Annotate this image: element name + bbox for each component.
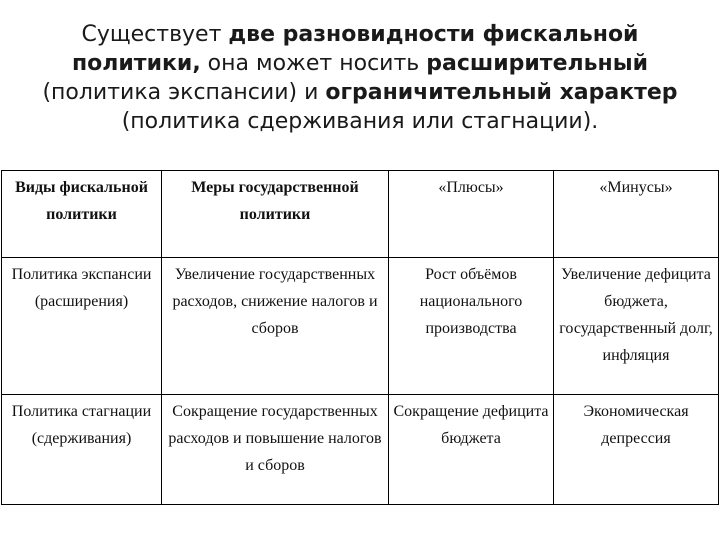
header-policy-type: Виды фискальной политики [2, 171, 162, 258]
title-text-2: она может носить [200, 51, 427, 76]
table-row [2, 395, 719, 505]
title-text-1: Существует [81, 22, 229, 47]
header-cons: «Минусы» [554, 171, 719, 258]
title-bold-1: две разновидности фискальной политики, [71, 22, 639, 76]
title-bold-2: расширительный [426, 51, 649, 76]
header-pros: «Плюсы» [389, 171, 554, 258]
title-text-3: (политика экспансии) и [42, 80, 326, 105]
cell-pros: Рост объёмов национального производства [389, 258, 554, 395]
title-text-4: (политика сдерживания или стагнации). [121, 109, 599, 134]
slide-title [20, 20, 700, 136]
cell-pros: Сокращение дефицита бюджета [389, 395, 554, 505]
cell-measures: Увеличение государственных расходов, снижение налогов и сборов [162, 258, 389, 395]
cell-measures: Сокращение государственных расходов и повышение налогов и сборов [162, 395, 389, 505]
cell-cons: Экономическая депрессия [554, 395, 719, 505]
table-row [2, 258, 719, 395]
policy-table [1, 170, 719, 505]
title-bold-3: ограничительный характер [325, 80, 678, 105]
header-measures: Меры государственной политики [162, 171, 389, 258]
cell-policy-type: Политика экспансии (расширения) [2, 258, 162, 395]
table-header-row [2, 171, 719, 258]
cell-policy-type: Политика стагнации (сдерживания) [2, 395, 162, 505]
cell-cons: Увеличение дефицита бюджета, государственный долг, инфляция [554, 258, 719, 395]
